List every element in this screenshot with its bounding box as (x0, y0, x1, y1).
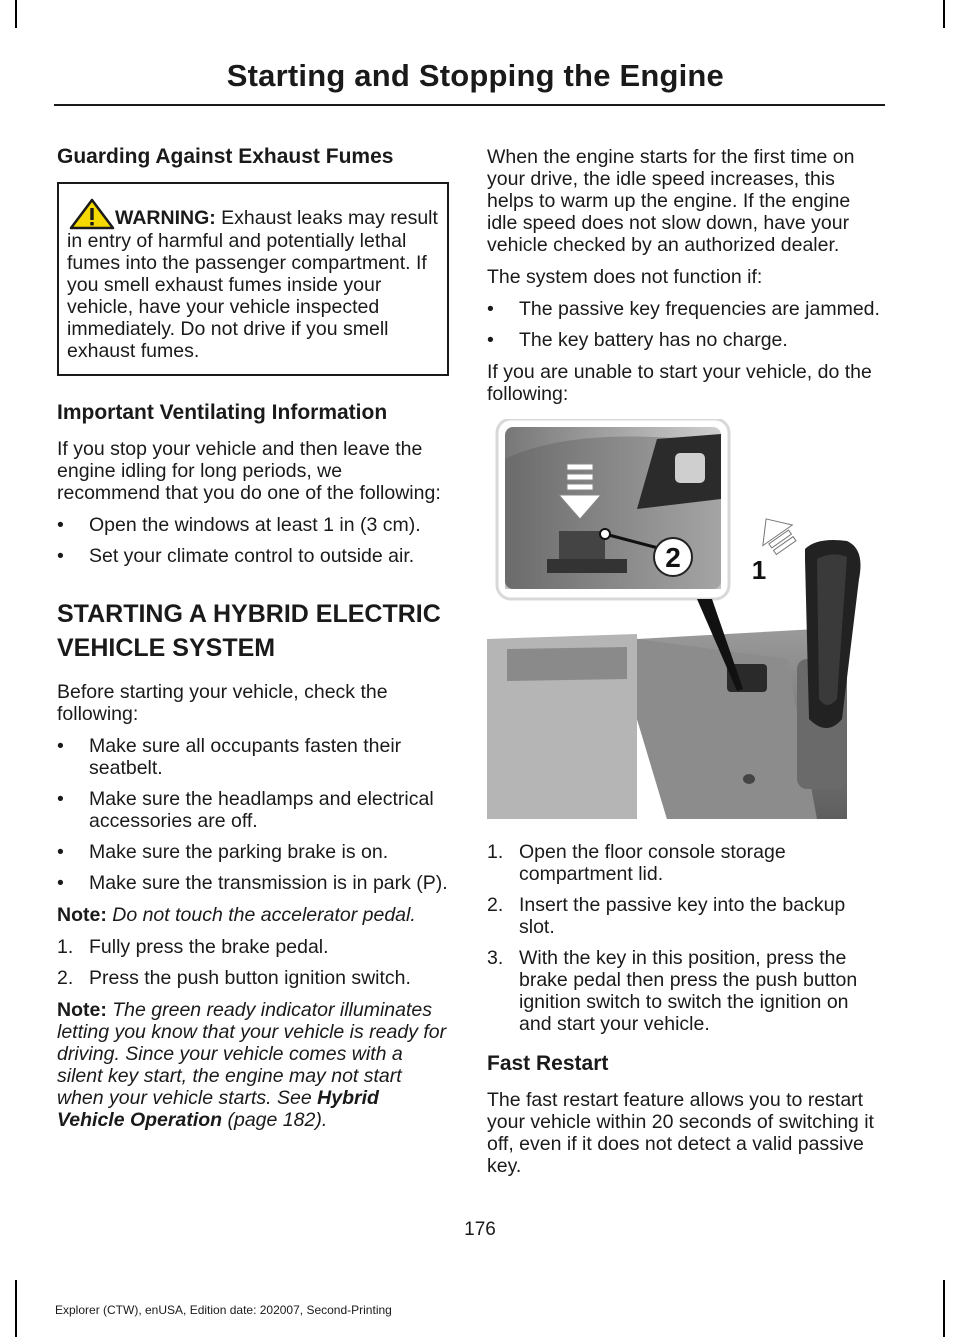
list-item (57, 514, 449, 536)
list-item (57, 788, 449, 832)
console-illustration (487, 419, 882, 819)
idle-speed-text: When the engine starts for the first time on your drive, the idle speed increases, this helps to warm up the engine. If the engine idle speed does not slow down, have your vehicle checked by an authorized dealer. (487, 146, 855, 256)
crop-mark (15, 0, 17, 28)
list-item-text: Make sure the parking brake is on. (89, 841, 389, 863)
list-item (57, 545, 449, 567)
list-item-text: Set your climate control to outside air. (89, 545, 415, 567)
vent-intro: If you stop your vehicle and then leave the engine idling for long periods, we recommend that you do one of the following: (57, 438, 441, 504)
start-steps (57, 936, 449, 989)
console-illustration-svg (487, 419, 882, 819)
list-item-text: Press the push button ignition switch. (89, 967, 411, 989)
vent-list (57, 514, 449, 567)
header-divider (54, 104, 885, 106)
not-function-intro: The system does not function if: (487, 266, 763, 288)
warning-box (57, 182, 449, 376)
warning-text: Exhaust leaks may result in entry of harmful and potentially lethal fumes into the passenger compartment. If you smell exhaust fumes inside your vehicle, have your vehicle inspected immediately. Do not drive if you smell exhaust fumes. (67, 207, 438, 362)
fast-restart-text: The fast restart feature allows you to restart your vehicle within 20 seconds of switching it off, even if it does not detect a valid passive key. (487, 1089, 874, 1177)
bullet: • (487, 298, 494, 320)
heading-starting-hybrid: STARTING A HYBRID ELECTRIC VEHICLE SYSTEM (57, 600, 441, 662)
list-item-text: Fully press the brake pedal. (89, 936, 329, 958)
check-list (57, 735, 449, 894)
list-item-text: With the key in this position, press the brake pedal then press the push button ignition switch to switch the ignition on and start your vehicle. (519, 947, 858, 1035)
callout-1: 1 (751, 555, 767, 585)
note-ready-indicator: Note: The green ready indicator illuminates letting you know that your vehicle is ready for driving. Since your vehicle comes with a silent key start, the engine may not start when your vehicle starts. See Hybrid Vehicle Operation (page 182). (57, 999, 447, 1131)
right-column (487, 146, 882, 1187)
list-item: 2. Insert the passive key into the backup slot. (487, 894, 846, 938)
crop-mark (943, 0, 945, 28)
list-item (487, 298, 882, 320)
before-intro: Before starting your vehicle, check the following: (57, 681, 388, 725)
list-item (57, 841, 449, 863)
list-item (57, 735, 449, 779)
footer-edition: Explorer (CTW), enUSA, Edition date: 202007, Second-Printing (55, 1303, 392, 1317)
list-item-text: Make sure all occupants fasten their seatbelt. (89, 735, 402, 779)
list-item: 1. Open the floor console storage compartment lid. (487, 841, 786, 885)
backup-start-steps (487, 841, 882, 1035)
fail-list (487, 298, 882, 351)
list-item (487, 329, 882, 351)
bullet: • (57, 545, 64, 567)
warning-triangle-icon (69, 198, 115, 230)
crop-mark (15, 1280, 17, 1337)
bullet: • (57, 872, 64, 894)
list-item-text: Open the windows at least 1 in (3 cm). (89, 514, 421, 536)
list-item-text: Make sure the headlamps and electrical accessories are off. (89, 788, 434, 832)
bullet: • (57, 735, 64, 757)
left-column (57, 146, 449, 1141)
callout-2: 2 (665, 542, 681, 573)
list-item-text: The key battery has no charge. (519, 329, 788, 351)
heading-exhaust-fumes: Guarding Against Exhaust Fumes (57, 145, 394, 168)
list-item-text: The passive key frequencies are jammed. (519, 298, 880, 320)
page-header-title: Starting and Stopping the Engine (226, 58, 724, 93)
bullet: • (57, 841, 64, 863)
heading-fast-restart: Fast Restart (487, 1052, 609, 1075)
bullet: • (487, 329, 494, 351)
cross-reference-link[interactable]: Hybrid Vehicle Operation (57, 1087, 379, 1131)
unable-intro: If you are unable to start your vehicle, do the following: (487, 361, 872, 405)
list-item-text: Insert the passive key into the backup slot. (519, 894, 846, 938)
crop-mark (943, 1280, 945, 1337)
list-item: 2. Press the push button ignition switch. (57, 967, 411, 989)
list-item (57, 872, 449, 894)
list-item: 3. With the key in this position, press the brake pedal then press the push button ignition switch to switch the ignition on and start your vehicle. (487, 947, 858, 1035)
bullet: • (57, 514, 64, 536)
heading-ventilating: Important Ventilating Information (57, 401, 388, 424)
note-accelerator: Note: Do not touch the accelerator pedal. (57, 904, 416, 926)
list-item: 1. Fully press the brake pedal. (57, 936, 329, 958)
bullet: • (57, 788, 64, 810)
list-item-text: Make sure the transmission is in park (P). (89, 872, 448, 894)
page-number: 176 (464, 1219, 496, 1240)
warning-label: WARNING: (115, 207, 216, 229)
list-item-text: Open the floor console storage compartment lid. (519, 841, 786, 885)
